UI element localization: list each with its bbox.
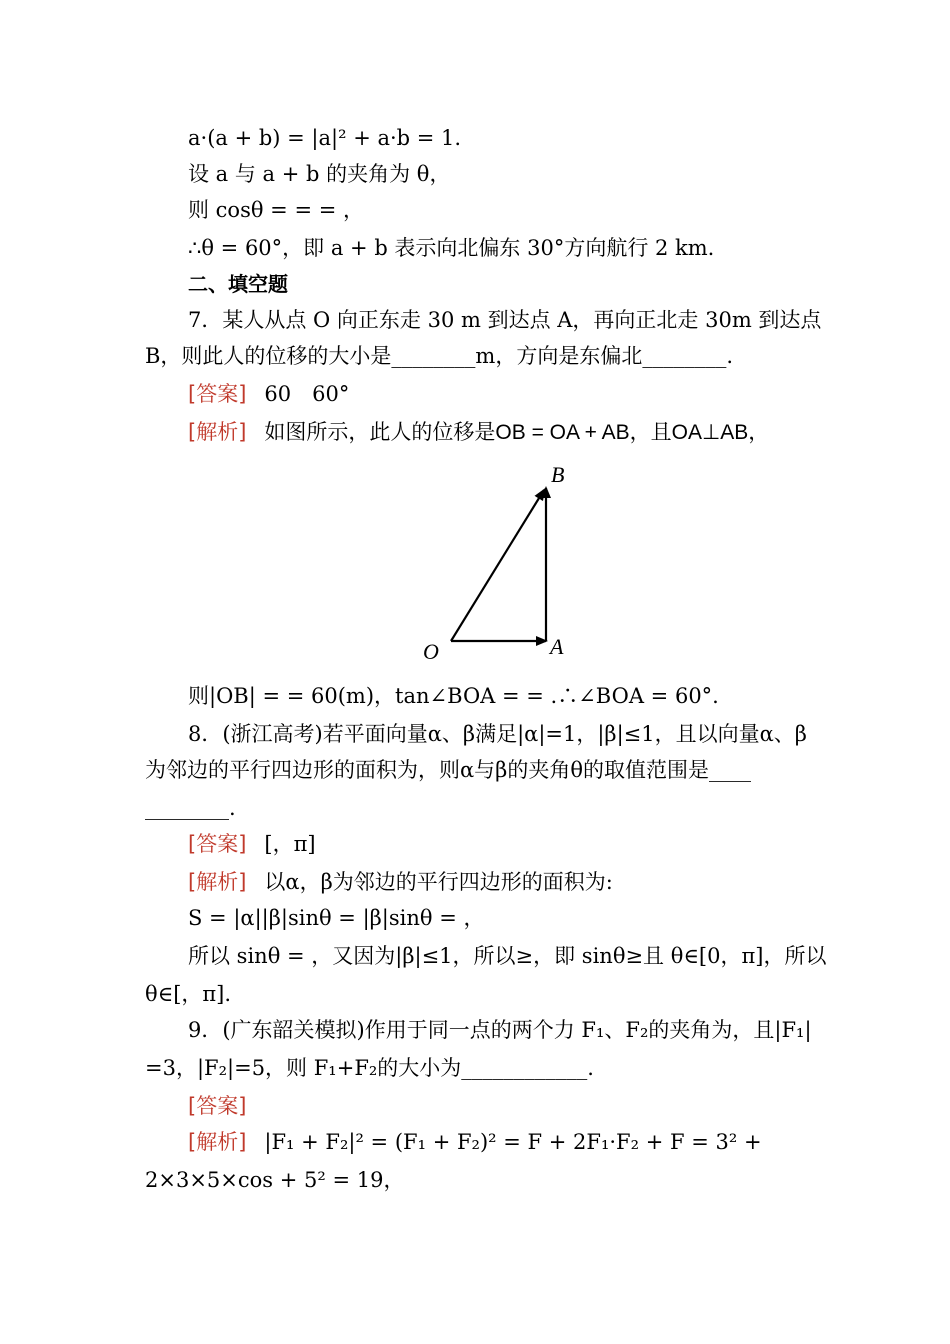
answer-tag: [答案] [188, 832, 247, 856]
question-9-line-1: 9．(广东韶关模拟)作用于同一点的两个力 F₁、F₂的夹角为，且|F₁| [188, 1018, 812, 1042]
answer-tag: [答案] [188, 382, 247, 406]
solution-8-line-4: θ∈[，π]. [145, 982, 232, 1006]
question-8-line-1: 8．(浙江高考)若平面向量α、β满足|α|=1，|β|≤1，且以向量α、β [188, 722, 807, 746]
label-o: O [423, 639, 439, 664]
answer-7 [188, 380, 349, 408]
solution-8-line-2: S = |α||β|sinθ = |β|sinθ = ， [188, 906, 485, 930]
solution-line-1: a·(a + b) = |a|² + a·b = 1. [188, 126, 462, 150]
solution-8-text: 以α，β为邻边的平行四边形的面积为: [264, 870, 613, 894]
solution-7 [188, 418, 769, 447]
solution-line-2: 设 a 与 a + b 的夹角为 θ， [188, 162, 451, 186]
label-b: B [551, 462, 565, 487]
question-9-line-2: =3，|F₂|=5，则 F₁+F₂的大小为____________. [145, 1056, 594, 1080]
solution-8-line-3: 所以 sinθ = ，又因为|β|≤1，所以≥，即 sinθ≥且 θ∈[0，π]，所以 [188, 944, 827, 968]
solution-7-result: 则|OB| = = 60(m)，tan∠BOA = = .∴∠BOA = 60°. [188, 684, 719, 708]
solution-9 [188, 1128, 762, 1156]
question-8-line-2: 为邻边的平行四边形的面积为，则α与β的夹角θ的取值范围是____ [145, 758, 751, 782]
solution-tag: [解析] [188, 420, 247, 444]
solution-line-3: 则 cosθ = = = ， [188, 198, 364, 222]
answer-9 [188, 1092, 264, 1120]
solution-tag: [解析] [188, 1130, 247, 1154]
answer-7-value: 60 60° [264, 382, 350, 406]
label-a: A [550, 634, 564, 659]
vector-ob [451, 490, 544, 641]
solution-tag: [解析] [188, 870, 247, 894]
question-7-line-1: 7．某人从点 O 向正东走 30 m 到达点 A，再向正北走 30m 到达点 [188, 308, 822, 332]
section-heading: 二、填空题 [188, 272, 288, 296]
answer-8 [188, 830, 316, 858]
vector-diagram [415, 458, 585, 670]
answer-8-value: [，π] [264, 832, 316, 856]
answer-tag: [答案] [188, 1094, 247, 1118]
solution-9-text: |F₁ + F₂|² = (F₁ + F₂)² = F + 2F₁·F₂ + F = 3² + [264, 1130, 762, 1154]
solution-8 [188, 868, 613, 896]
solution-line-4: ∴θ = 60°，即 a + b 表示向北偏东 30°方向航行 2 km. [188, 236, 715, 260]
solution-7-text: 如图所示，此人的位移是OB = OA + AB，且OA⊥AB， [264, 421, 770, 444]
question-7-line-2: B，则此人的位移的大小是________m，方向是东偏北________. [145, 344, 734, 368]
question-8-line-3: ________. [145, 796, 236, 820]
solution-9-line-2: 2×3×5×cos + 5² = 19， [145, 1168, 405, 1192]
displacement-figure [415, 458, 585, 670]
